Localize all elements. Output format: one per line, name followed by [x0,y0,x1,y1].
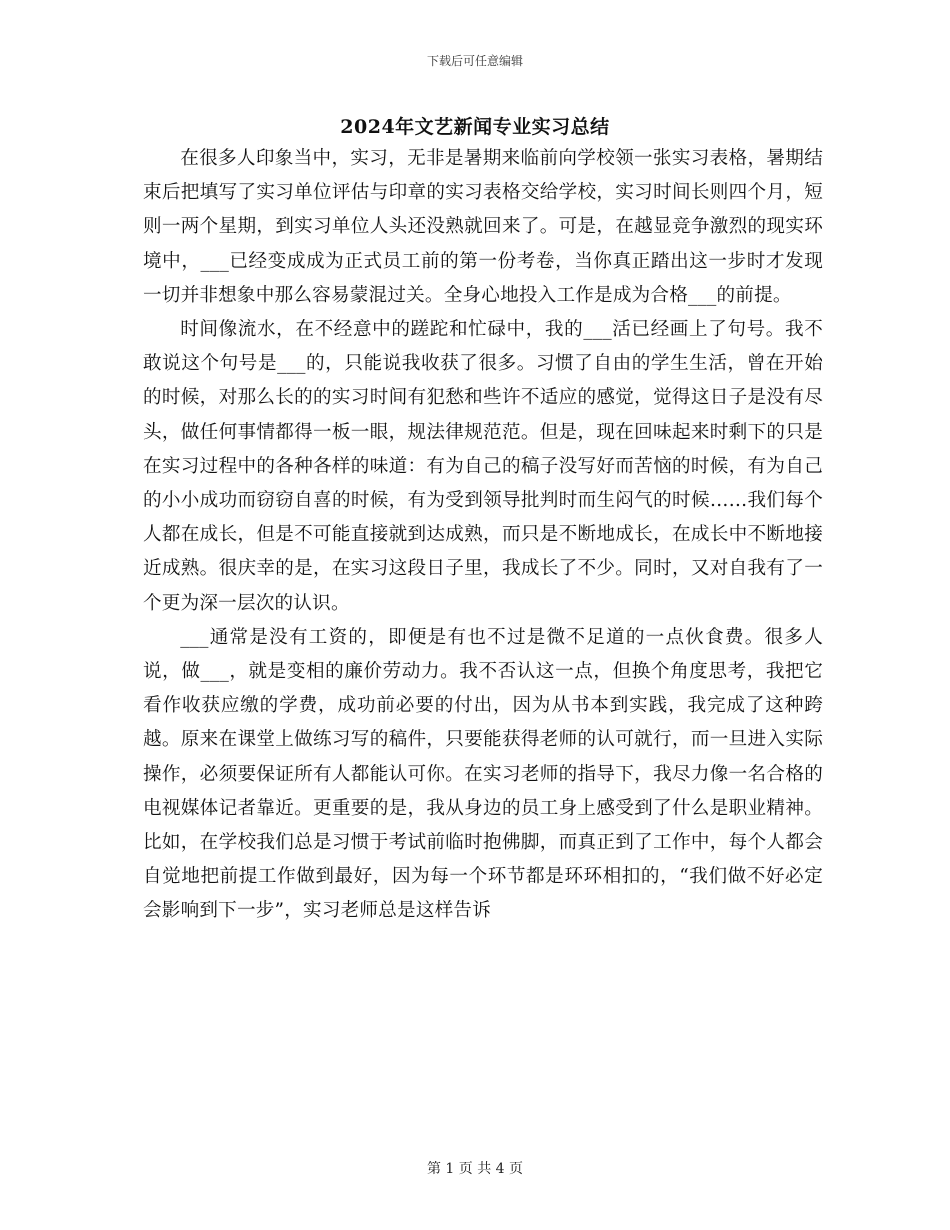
page-number: 第 1 页 共 4 页 [426,1161,524,1177]
paragraph: ___通常是没有工资的，即便是有也不过是微不足道的一点伙食费。很多人说，做___，就是变相的廉价劳动力。我不否认这一点，但换个角度思考，我把它看作收获应缴的学费，成功前必要的付出，因为从书本到实践，我完成了这种跨越。原来在课堂上做练习写的稿件，只要能获得老师的认可就行，而一旦进入实际操作，必须要保证所有人都能认可你。在实习老师的指导下，我尽力像一名合格的电视媒体记者靠近。更重要的是，我从身边的员工身上感受到了什么是职业精神。比如，在学校我们总是习惯于考试前临时抱佛脚，而真正到了工作中，每个人都会自觉地把前提工作做到最好，因为每一个环节都是环环相扣的，“我们做不好必定会影响到下一步”，实习老师总是这样告诉 [143,626,823,922]
paragraph: 在很多人印象当中，实习，无非是暑期来临前向学校领一张实习表格，暑期结束后把填写了实习单位评估与印章的实习表格交给学校，实习时间长则四个月，短则一两个星期，到实习单位人头还没熟就回来了。可是，在越显竞争激烈的现实环境中，___已经变成成为正式员工前的第一份考卷，当你真正踏出这一步时才发现一切并非想象中那么容易蒙混过关。全身心地投入工作是成为合格___的前提。 [143,148,823,306]
page-header-note: 下载后可任意编辑 [426,54,523,68]
paragraph: 时间像流水，在不经意中的蹉跎和忙碌中，我的___活已经画上了句号。我不敢说这个句号是___的，只能说我收获了很多。习惯了自由的学生生活，曾在开始的时候，对那么长的的实习时间有犯愁和些许不适应的感觉，觉得这日子是没有尽头，做任何事情都得一板一眼，规法律规范范。但是，现在回味起来时剩下的只是在实习过程中的各种各样的味道：有为自己的稿子没写好而苦恼的时候，有为自己的小小成功而窃窃自喜的时候，有为受到领导批判时而生闷气的时候……我们每个人都在成长，但是不可能直接就到达成熟，而只是不断地成长，在成长中不断地接近成熟。很庆幸的是，在实习这段日子里，我成长了不少。同时，又对自我有了一个更为深一层次的认识。 [143,319,823,614]
document-body [143,142,823,929]
document-title: 2024年文艺新闻专业实习总结 [340,116,610,138]
